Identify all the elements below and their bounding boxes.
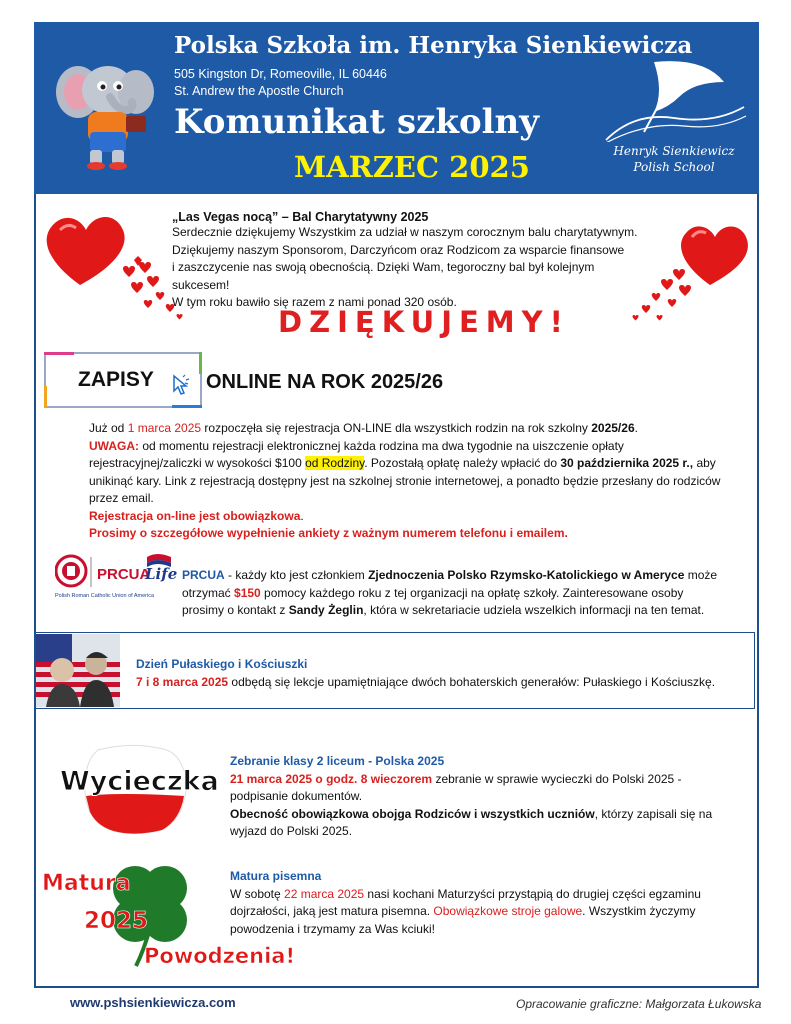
school-logo xyxy=(594,52,754,187)
church-name: St. Andrew the Apostle Church xyxy=(174,84,344,98)
prcua-section: PRCUA - każdy kto jest członkiem Zjednoczenia Polsko Rzymsko-Katolickiego w Ameryce może otrzymać $150 pomocy każdego roku z tej organizacji na opłatę szkoły. Zainteresowane osoby prosimy o kontakt z Sandy Żeglin, która w sekretariacie udziela wszelkich informacji na ten temat. xyxy=(182,568,718,617)
zapisy-label: ZAPISY xyxy=(78,368,154,391)
prcua-logo xyxy=(55,549,180,601)
trip-text-1: 21 marca 2025 o godz. 8 wieczorem zebranie w sprawie wycieczki do Polski 2025 - podpisanie dokumentów. xyxy=(230,771,682,803)
logo-text-line1: Henryk Sienkiewicz xyxy=(613,144,735,158)
registration-paragraph-2: UWAGA: od momentu rejestracji elektronicznej każda rodzina ma dwa tygodnie na uiszczenie opłaty rejestracyjnej/zaliczki w wysokości $100 od Rodziny. Pozostałą opłatę należy wpłacić do 30 października 2025 r., aby unikinąć kary. Link z rejestracją dostępny jest na szkolnej stronie internetowej, a ponadto będzie przesłany do rodziców przez email. xyxy=(89,438,721,505)
trip-title: Zebranie klasy 2 liceum - Polska 2025 xyxy=(230,754,445,768)
elephant-mascot-icon xyxy=(48,52,158,172)
ball-line2: Dziękujemy naszym Sponsorom, Darczyńcom oraz Rodzicom za wsparcie finansowe xyxy=(172,242,625,257)
matura-title: Matura pisemna xyxy=(230,869,322,883)
ball-line4: W tym roku bawiło się razem z nami ponad 320 osób. xyxy=(172,295,457,309)
ball-line1: Serdecznie dziękujemy Wszystkim za udział w naszym corocznym balu charytatywnym. xyxy=(172,225,638,239)
trip-text-2: Obecność obowiązkowa obojga Rodziców i wszystkich uczniów, którzy zapisali się na wyjazd do Polski 2025. xyxy=(230,806,713,838)
graphic-credit: Opracowanie graficzne: Małgorzata Łukowska xyxy=(516,997,762,1011)
uwaga-label: UWAGA: xyxy=(89,438,139,453)
newsletter-month: MARZEC 2025 xyxy=(294,150,530,184)
hearts-left-icon xyxy=(38,200,188,325)
cursor-icon xyxy=(172,374,190,396)
school-name: Polska Szkoła im. Henryka Sienkiewicza xyxy=(174,32,693,59)
registration-survey: Prosimy o szczegółowe wypełnienie ankiety z ważnym numerem telefonu i emailem. xyxy=(89,526,568,540)
registration-required: Rejestracja on-line jest obowiązkowa. xyxy=(89,508,304,523)
matura-image-line1: Matura xyxy=(42,871,131,896)
trip-section xyxy=(230,753,730,841)
trip-date: 21 marca 2025 o godz. 8 wieczorem xyxy=(230,771,433,786)
generals-portrait-image xyxy=(36,634,120,707)
prcua-name: PRCUA xyxy=(182,568,225,582)
matura-dress-code: Obowiązkowe stroje galowe xyxy=(433,904,583,918)
pulaski-title: Dzień Pułaskiego i Kościuszki xyxy=(136,657,308,671)
registration-section xyxy=(89,420,739,543)
header-banner xyxy=(34,22,759,194)
matura-section xyxy=(230,868,730,938)
ball-title: „Las Vegas nocą” – Bal Charytatywny 2025 xyxy=(172,210,429,224)
logo-text-line2: Polish School xyxy=(633,160,715,174)
ball-section xyxy=(172,210,642,312)
prcua-amount: $150 xyxy=(234,585,261,600)
matura-image-line2: 2025 xyxy=(84,908,149,934)
registration-paragraph-1: Już od 1 marca 2025 rozpoczęła się rejestracja ON-LINE dla wszystkich rodzin na rok szkolny 2025/26. xyxy=(89,421,638,435)
prcua-logo-text: PRCUA xyxy=(97,566,151,583)
prcua-logo-life: Life xyxy=(145,565,178,583)
trip-image xyxy=(58,740,218,840)
registration-start-date: 1 marca 2025 xyxy=(127,421,202,435)
quill-icon xyxy=(594,52,754,142)
website-link[interactable]: www.pshsienkiewicza.com xyxy=(70,995,236,1010)
newsletter-title: Komunikat szkolny xyxy=(174,102,540,142)
hearts-right-icon xyxy=(620,215,752,330)
school-address: 505 Kingston Dr, Romeoville, IL 60446 xyxy=(174,67,387,81)
pulaski-text: 7 i 8 marca 2025 odbędą się lekcje upamiętniające dwóch bohaterskich generałów: Pułaskiego i Kościuszkę. xyxy=(136,674,716,689)
registration-heading: ONLINE NA ROK 2025/26 xyxy=(206,371,444,393)
thanks-heading: DZIĘKUJEMY! xyxy=(278,305,570,339)
matura-text: W sobotę 22 marca 2025 nasi kochani Maturzyści przystąpią do drugiej części egzaminu dojrzałości, jaką jest matura pisemna. Obowiązkowe stroje galowe. Wszystkim życzymy powodzenia i trzymamy za Was kciuki! xyxy=(230,886,701,936)
pulaski-section xyxy=(136,656,746,691)
pulaski-date: 7 i 8 marca 2025 xyxy=(136,674,229,689)
highlight-family: od Rodziny xyxy=(305,456,365,470)
prcua-contact: Sandy Żeglin xyxy=(288,603,364,617)
matura-date: 22 marca 2025 xyxy=(284,886,365,901)
trip-image-text: Wycieczka xyxy=(60,766,218,797)
matura-image-line3: Powodzenia! xyxy=(144,944,296,968)
prcua-logo-sub: Polish Roman Catholic Union of America xyxy=(55,593,155,599)
ball-line3: i zaszczycenie nas swoją obecnością. Dzięki Wam, tegoroczny bal był kolejnym sukcesem! xyxy=(172,260,595,292)
